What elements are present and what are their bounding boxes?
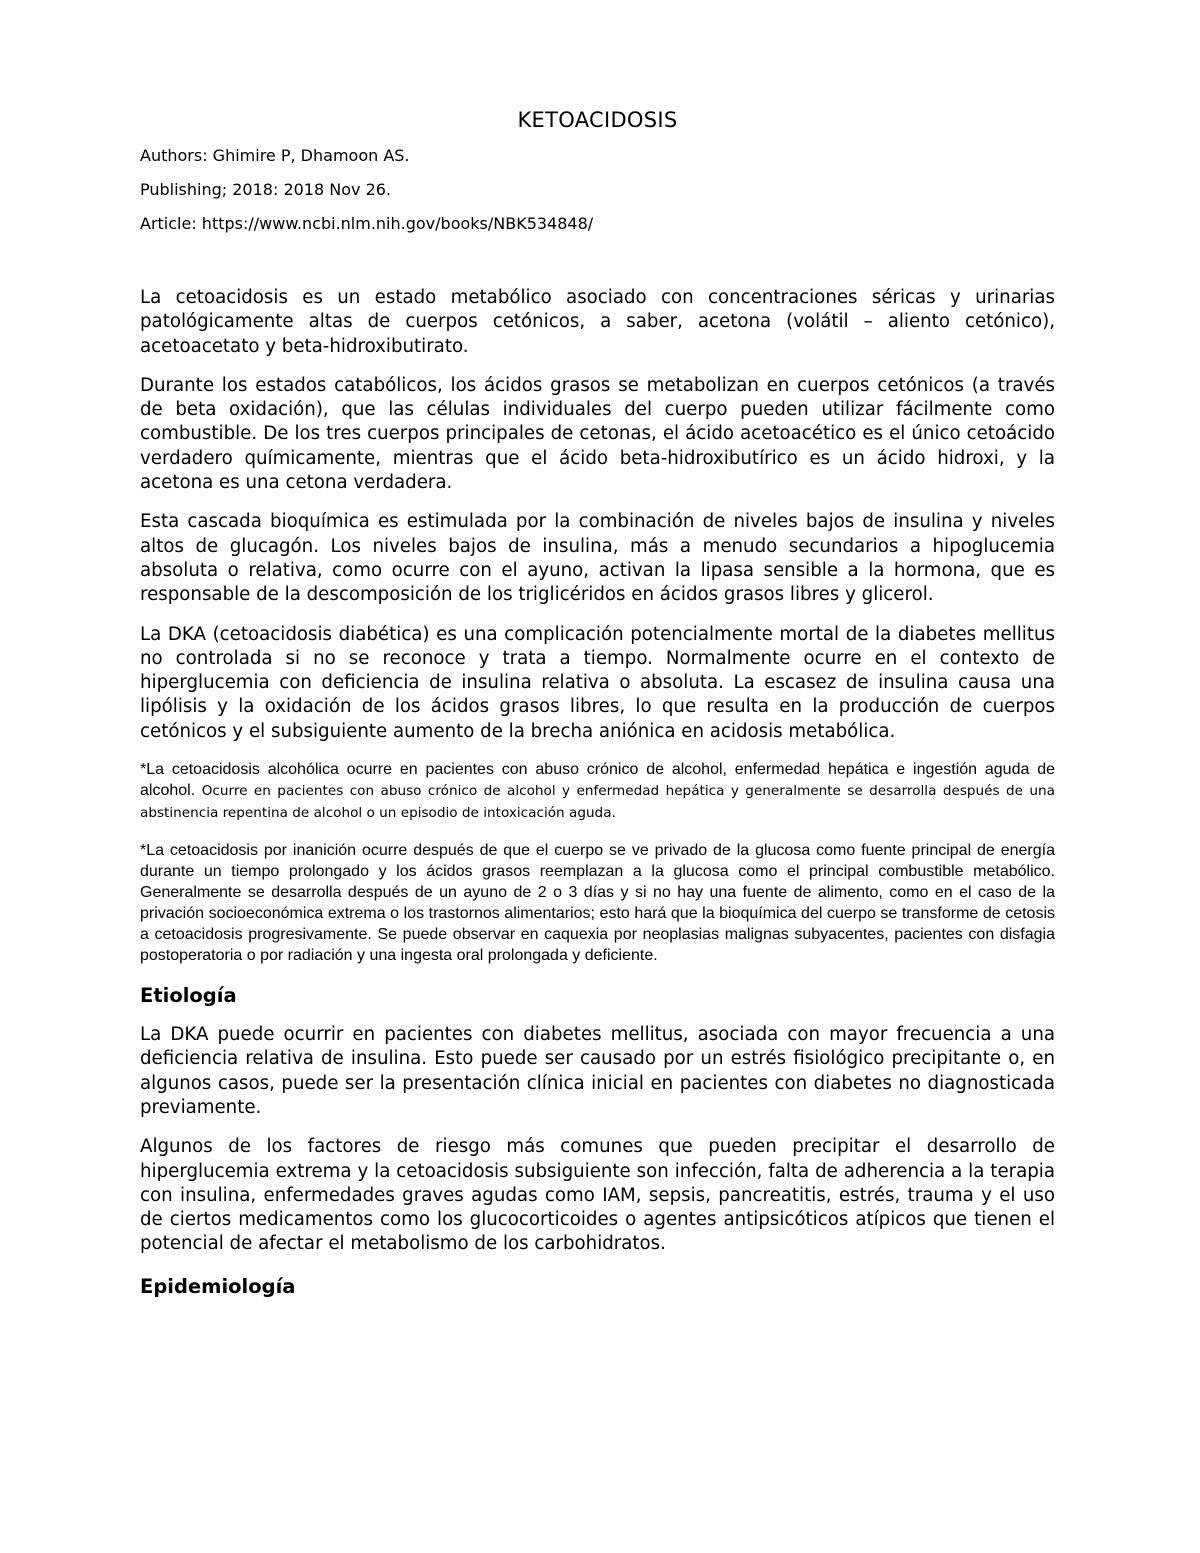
document-title: KETOACIDOSIS (517, 108, 678, 132)
catabolic-paragraph: Durante los estados catabólicos, los ácidos grasos se metabolizan en cuerpos cetónicos (a través de beta oxidación), que las células individuales del cuerpo pueden utilizar fácilmente como combustible. De los tres cuerpos principales de cetonas, el ácido acetoacético es el único cetoácido verdadero químicamente, mientras que el ácido beta-hidroxibutírico es un ácido hidroxi, y la acetona es una cetona verdadera. (140, 374, 1055, 494)
publishing-line: Publishing; 2018: 2018 Nov 26. (140, 180, 392, 199)
dka-paragraph: La DKA (cetoacidosis diabética) es una complicación potencialmente mortal de la diabetes mellitus no controlada si no se reconoce y trata a tiempo. Normalmente ocurre en el contexto de hiperglucemia con deficiencia de insulina relativa o absoluta. La escasez de insulina causa una lipólisis y la oxidación de los ácidos grasos libres, lo que resulta en la producción de cuerpos cetónicos y el subsiguiente aumento de la brecha aniónica en acidosis metabólica. (140, 623, 1055, 742)
risk-factors-paragraph: Algunos de los factores de riesgo más comunes que pueden precipitar el desarrollo de hiperglucemia extrema y la cetoacidosis subsiguiente son infección, falta de adherencia a la terapia con insulina, enfermedades graves agudas como IAM, sepsis, pancreatitis, estrés, trauma y el uso de ciertos medicamentos como los glucocorticoides o agentes antipsicóticos atípicos que tienen el potencial de afectar el metabolismo de los carbohidratos. (140, 1136, 1055, 1255)
etiology-paragraph: La DKA puede ocurrir en pacientes con diabetes mellitus, asociada con mayor frecuencia a una deficiencia relativa de insulina. Esto puede ser causado por un estrés fisiológico precipitante o, en algunos casos, puede ser la presentación clínica inicial en pacientes con diabetes no diagnosticada previamente. (140, 1024, 1055, 1118)
alcoholic-ketoacidosis-note (140, 759, 1055, 824)
epidemiology-heading: Epidemiología (140, 1274, 296, 1298)
etiology-heading: Etiología (140, 984, 237, 1008)
note-main-text: *La cetoacidosis alcohólica ocurre en pacientes con abuso crónico de alcohol, enfermedad hepática e ingestión aguda de alcohol. (140, 761, 1055, 800)
article-line: Article: https://www.ncbi.nlm.nih.gov/books/NBK534848/ (140, 214, 594, 233)
note-detail-text: Ocurre en pacientes con abuso crónico de alcohol y enfermedad hepática y generalmente se desarrolla después de una abstinencia repentina de alcohol o un episodio de intoxicación aguda. (140, 783, 1055, 822)
starvation-ketoacidosis-note: *La cetoacidosis por inanición ocurre después de que el cuerpo se ve privado de la glucosa como fuente principal de energía durante un tiempo prolongado y los ácidos grasos reemplazan a la glucosa como el principal combustible metabólico. Generalmente se desarrolla después de un ayuno de 2 o 3 días y si no hay una fuente de alimento, como en el caso de la privación socioeconómica extrema o los trastornos alimentarios; esto hará que la bioquímica del cuerpo se transforme de cetosis a cetoacidosis progresivamente. Se puede observar en caquexia por neoplasias malignas subyacentes, pacientes con disfagia postoperatoria o por radiación y una ingesta oral prolongada y deficiente. (140, 842, 1055, 965)
cascade-paragraph: Esta cascada bioquímica es estimulada por la combinación de niveles bajos de insulina y niveles altos de glucagón. Los niveles bajos de insulina, más a menudo secundarios a hipoglucemia absoluta o relativa, como ocurre con el ayuno, activan la lipasa sensible a la hormona, que es responsable de la descomposición de los triglicéridos en ácidos grasos libres y glicerol. (140, 511, 1055, 606)
document-page (140, 108, 1055, 1314)
authors-line: Authors: Ghimire P, Dhamoon AS. (140, 146, 410, 165)
intro-paragraph: La cetoacidosis es un estado metabólico asociado con concentraciones séricas y urinarias patológicamente altas de cuerpos cetónicos, a saber, acetona (volátil – aliento cetónico), acetoacetato y beta-hidroxibutirato. (140, 287, 1055, 357)
